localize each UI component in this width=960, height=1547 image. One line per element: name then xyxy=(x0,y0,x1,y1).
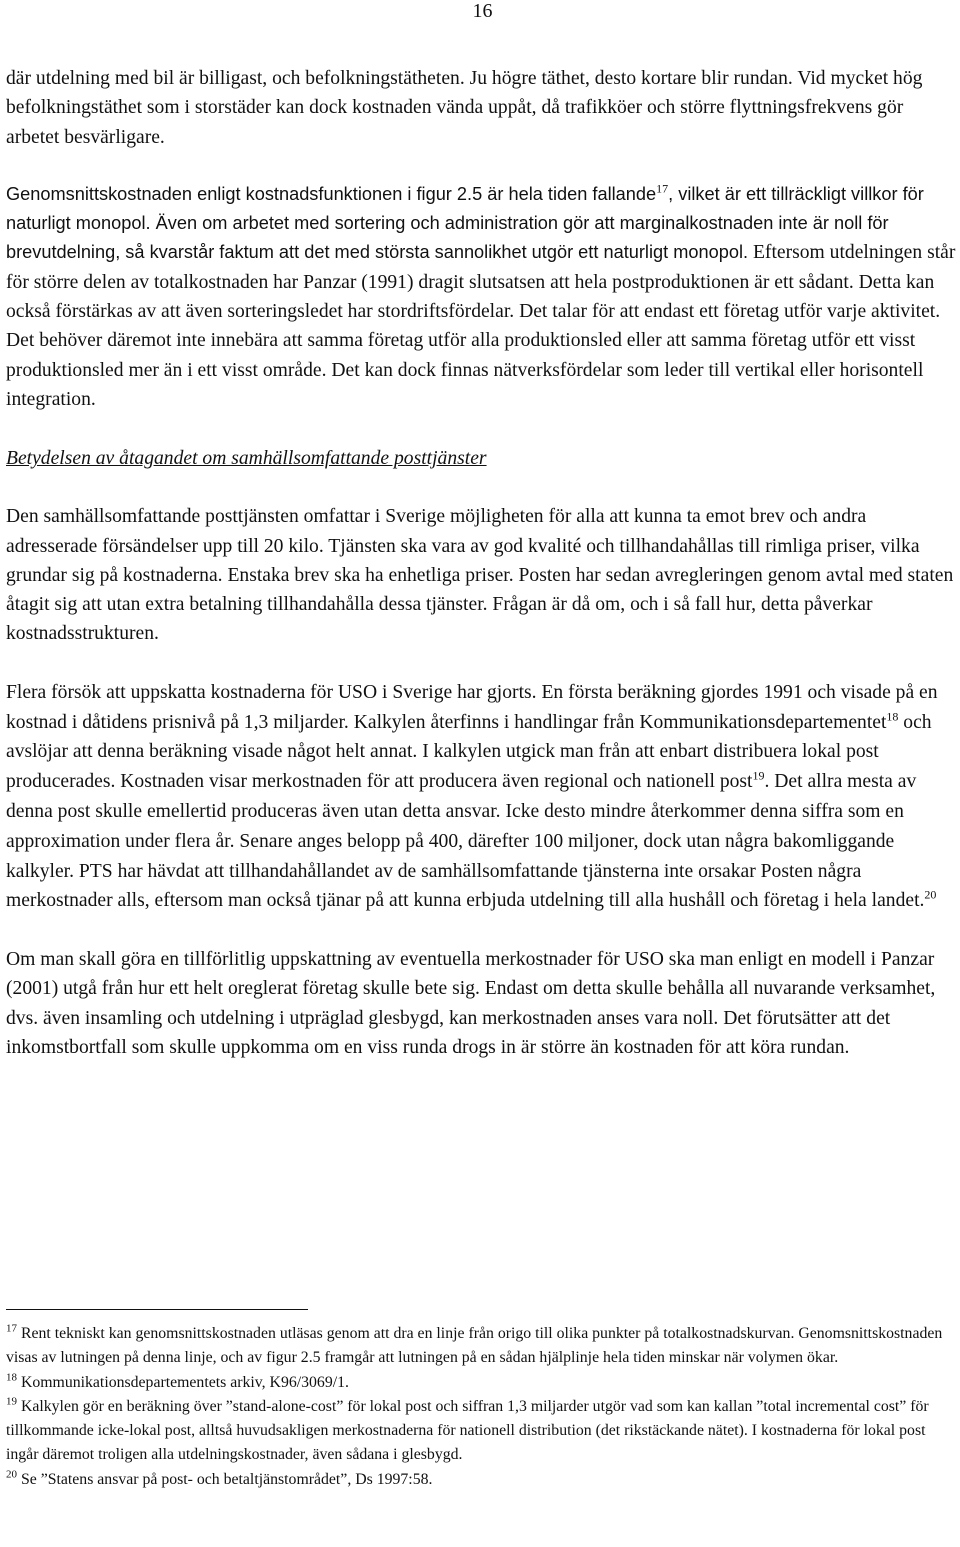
footnote-20 xyxy=(6,1468,954,1492)
paragraph-4 xyxy=(6,678,956,916)
paragraph-2-text-d: Eftersom utdelningen står för större delen av totalkostnaden har Panzar (1991) dragit slutsatsen att hela postproduktionen är ett sådant. Detta kan också förstärkas av att även sorteringsledet har stordriftsfördelar. Det talar för att endast ett företag utför varje aktivitet. Det behöver däremot inte innebära att samma företag utför alla produktionsled eller att samma företag utför ett visst produktionsled mer än i ett visst område. Det kan dock finnas nätverksfördelar som leder till vertikal eller horisontell integration. xyxy=(6,242,956,410)
footnote-19 xyxy=(6,1395,954,1468)
footnote-number: 19 xyxy=(6,1395,17,1408)
footnotes xyxy=(6,1322,954,1492)
section-heading: Betydelsen av åtagandet om samhällsomfattande posttjänster xyxy=(6,448,487,470)
footnote-18 xyxy=(6,1371,954,1395)
footnote-text: Kalkylen gör en beräkning över ”stand-alone-cost” för lokal post och siffran 1,3 miljarder utgör vad som kan kallan ”total incremental cost” för tillkommande icke-lokal post, alltså huvudsakligen merkostnaderna för nationell distribution (det rikstäckande nätet). I kostnaderna för lokal post ingår däremot troligen alla utdelningskostnader, även sådana i glesbygd. xyxy=(6,1397,929,1464)
page-number: 16 xyxy=(472,0,493,22)
paragraph-3: Den samhällsomfattande posttjänsten omfattar i Sverige möjligheten för alla att kunna ta emot brev och andra adresserade försändelser upp till 20 kilo. Tjänsten ska vara av god kvalité och tillhandahållas till rimliga priser, vilka grundar sig på kostnaderna. Enstaka brev ska ha enhetliga priser. Posten har sedan avregleringen genom avtal med staten åtagit sig att utan extra betalning tillhandahålla dessa tjänster. Frågan är då om, och i så fall hur, detta påverkar kostnadsstrukturen. xyxy=(6,506,954,645)
footnote-ref-19[interactable]: 19 xyxy=(752,768,765,783)
footnote-ref-20[interactable]: 20 xyxy=(924,887,937,902)
footnote-text: Kommunikationsdepartementets arkiv, K96/3069/1. xyxy=(17,1373,349,1391)
paragraph-4-text-b: och avslöjar att denna beräkning visade något helt annat. I kalkylen utgick man från att enbart distribuera lokal post producerades. Kostnaden visar merkostnaden för att producera även regional och nationell post xyxy=(6,711,932,793)
paragraph-4-text-a: Flera försök att uppskatta kostnaderna för USO i Sverige har gjorts. En första beräkning gjordes 1991 och visade på en kostnad i dåtidens prisnivå på 1,3 miljarder. Kalkylen återfinns i handlingar från Kommunikationsdepartementet xyxy=(6,681,938,733)
footnote-separator xyxy=(6,1309,308,1310)
paragraph-2-text-c: Även om arbetet med sortering och administration gör att marginalkostnaden inte är noll för brevutdelning, så kvarstår faktum att det med största sannolikhet utgör ett naturligt monopol. xyxy=(6,213,889,263)
paragraph-5: Om man skall göra en tillförlitlig uppskattning av eventuella merkostnader för USO ska man enligt en modell i Panzar (2001) utgå från hur ett helt oreglerat företag skulle bete sig. Endast om detta skulle behålla all nuvarande verksamhet, dvs. även insamling och utdelning i utpräglad glesbygd, kan merkostnaden anses vara noll. Det förutsätter att det inkomstbortfall som skulle uppkomma om en viss runda drogs in är större än kostnaden för att köra rundan. xyxy=(6,949,936,1059)
footnote-number: 17 xyxy=(6,1322,17,1335)
paragraph-2-text-b: , vilket är ett tillräckligt villkor för naturligt monopol. xyxy=(6,183,924,234)
paragraph-2-text-a: Genomsnittskostnaden enligt kostnadsfunktionen i figur 2.5 är hela tiden fallande xyxy=(6,183,657,204)
footnote-17 xyxy=(6,1322,954,1371)
footnote-text: Se ”Statens ansvar på post- och betaltjänstområdet”, Ds 1997:58. xyxy=(17,1470,433,1488)
footnote-ref-18[interactable]: 18 xyxy=(886,709,899,724)
footnote-text: Rent tekniskt kan genomsnittskostnaden utläsas genom att dra en linje från origo till olika punkter på totalkostnadskurvan. Genomsnittskostnaden visas av lutningen på denna linje, och av figur 2.5 framgår att lutningen på en sådan hjälplinje hela tiden minskar när volymen ökar. xyxy=(6,1325,943,1367)
footnote-number: 18 xyxy=(6,1371,17,1384)
footnote-number: 20 xyxy=(6,1468,17,1481)
main-text xyxy=(6,64,956,1062)
paragraph-4-text-c: . Det allra mesta av denna post skulle emellertid produceras även utan detta ansvar. Icke desto mindre återkommer denna siffra som en approximation under flera år. Senare anges belopp på 400, därefter 100 miljoner, dock utan några bakomliggande kalkyler. PTS har hävdat att tillhandahållandet av de samhällsomfattande tjänsterna inte orsakar Posten några merkostnader alls, eftersom man också tjänar på att kunna erbjuda utdelning till alla hushåll och företag i hela landet. xyxy=(6,771,925,912)
paragraph-2 xyxy=(6,180,956,414)
footnote-ref-17[interactable]: 17 xyxy=(656,181,669,196)
paragraph-1: där utdelning med bil är billigast, och befolkningstätheten. Ju högre täthet, desto kortare blir rundan. Vid mycket hög befolkningstäthet som i storstäder kan dock kostnaden vända uppåt, då trafikköer och större flyttningsfrekvens gör arbetet besvärligare. xyxy=(6,68,923,148)
